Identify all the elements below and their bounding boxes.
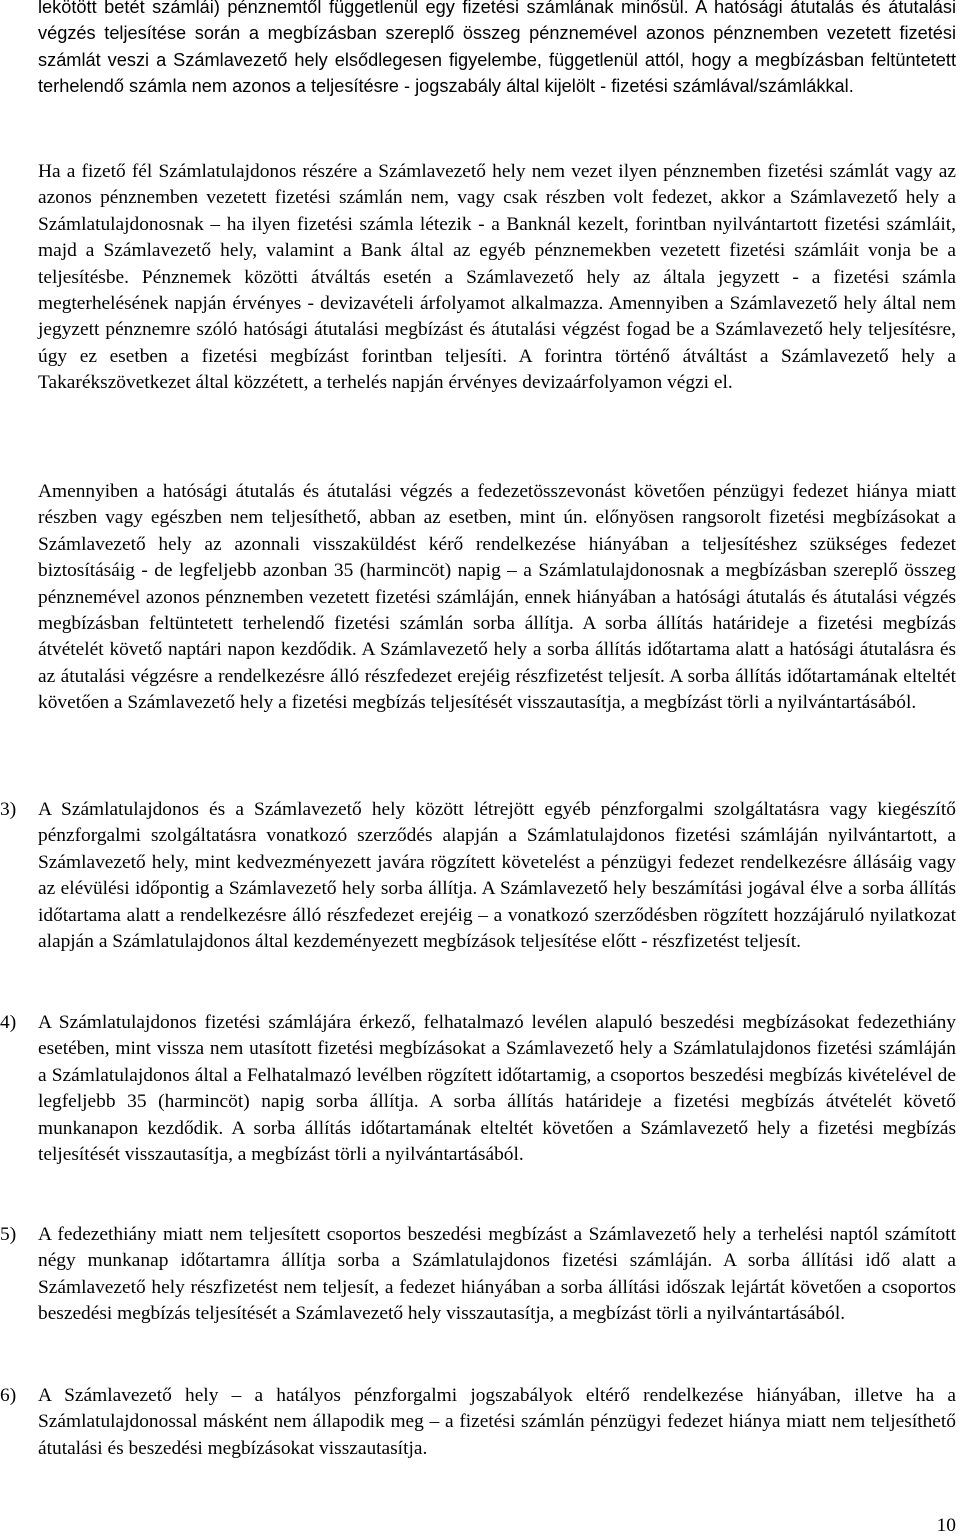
list-item-text: A Számlatulajdonos fizetési számlájára érkező, felhatalmazó levélen alapuló beszedési megbízásokat fedezethiány esetében, mint vissza nem utasított fizetési megbízásokat a Számlavezető hely a Számlatulajdonos fizetési számláján a Számlatulajdonos által a Felhatalmazó levélben rögzített időtartamig, a csoportos beszedési megbízás kivételével de legfeljebb 35 (harmincöt) napig sorba állítja. A sorba állítás határideje a fizetési megbízás átvételét követő munkanapon kezdődik. A sorba állítás időtartamának elteltét követően a Számlavezető hely a fizetési megbízás teljesítését visszautasítja, a megbízást törli a nyilvántartásából. (38, 1012, 956, 1166)
list-item-number: 5) (0, 1224, 17, 1245)
list-item-number: 6) (0, 1385, 17, 1406)
intro-paragraph: lekötött betét számlái) pénznemtől függetlenül egy fizetési számlának minősül. A hatósági átutalás és átutalási végzés teljesítése során a megbízásban szereplő összeg pénznemével azonos pénznemben vezetett fizetési számlát veszi a Számlavezető hely elsődlegesen figyelembe, függetlenül attól, hogy a megbízásban feltüntetett terhelendő számla nem azonos a teljesítésre - jogszabály által kijelölt - fizetési számlával/számlákkal. (38, 0, 956, 97)
list-item-text: A Számlatulajdonos és a Számlavezető hely között létrejött egyéb pénzforgalmi szolgáltatásra vagy kiegészítő pénzforgalmi szolgáltatásra vonatkozó szerződés alapján a Számlatulajdonos fizetési számláján nyilvántartott, a Számlavezető hely, mint kedvezményezett javára rögzített követelést a pénzügyi fedezet rendelkezésre állásáig vagy az elévülési időpontig a Számlavezető hely sorba állítja. A Számlavezető hely beszámítási jogával élve a sorba állítás időtartama alatt a rendelkezésre álló részfedezet erejéig – a vonatkozó szerződésben rögzített hozzájáruló nyilatkozat alapján a Számlatulajdonos által kezdeményezett megbízások teljesítése előtt - részfizetést teljesít. (38, 799, 956, 953)
page-number: 10 (936, 1514, 956, 1536)
paragraph-queueing: Amennyiben a hatósági átutalás és átutalási végzés a fedezetösszevonást követően pénzügyi fedezet hiánya miatt részben vagy egészben nem teljesíthető, abban az esetben, mint ún. előnyösen rangsorolt fizetési megbízásokat a Számlavezető hely az azonnali visszaküldést kérő rendelkezése hiányában a teljesítéshez szükséges fedezet biztosításáig - de legfeljebb azonban 35 (harmincöt) napig – a Számlatulajdonosnak a megbízásban szereplő összeg pénznemével azonos pénznemben vezetett fizetési számláján, ennek hiányában a hatósági átutalás és átutalási végzés megbízásban feltüntetett terhelendő fizetési számlán sorba állítja. A sorba állítás határideje a fizetési megbízás átvételét követő naptári napon kezdődik. A Számlavezető hely a sorba állítás időtartama alatt a hatósági átutalásra és az átutalási végzésre a rendelkezésre álló részfedezet erejéig részfizetést teljesít. A sorba állítás időtartamának elteltét követően a Számlavezető hely a fizetési megbízás teljesítését visszautasítja, a megbízást törli a nyilvántartásából. (38, 481, 956, 714)
list-item-text: A Számlavezető hely – a hatályos pénzforgalmi jogszabályok eltérő rendelkezése hiányában, illetve ha a Számlatulajdonossal másként nem állapodik meg – a fizetési számlán pénzügyi fedezet hiánya miatt nem teljesíthető átutalási és beszedési megbízásokat visszautasítja. (38, 1385, 956, 1459)
list-item-number: 3) (0, 799, 17, 820)
paragraph-currency-conversion: Ha a fizető fél Számlatulajdonos részére a Számlavezető hely nem vezet ilyen pénznemben fizetési számlát vagy az azonos pénznemben vezetett fizetési számlán nem, vagy csak részben volt fedezet, akkor a Számlavezető hely a Számlatulajdonosnak – ha ilyen fizetési számla létezik - a Banknál kezelt, forintban nyilvántartott fizetési számláit, majd a Számlavezető hely, valamint a Bank által az egyéb pénznemekben vezetett fizetési számláit vonja be a teljesítésbe. Pénznemek közötti átváltás esetén a Számlavezető hely az általa jegyzett - a fizetési számla megterhelésének napján érvényes - devizavételi árfolyamot alkalmazza. Amennyiben a Számlavezető hely által nem jegyzett pénznemre szóló hatósági átutalási megbízást és átutalási végzést fogad be a Számlavezető hely teljesítésre, úgy ez esetben a fizetési megbízást forintban teljesíti. A forintra történő átváltást a Számlavezető hely a Takarékszövetkezet által közzétett, a terhelés napján érvényes devizaárfolyamon végzi el. (38, 161, 956, 394)
list-item-text: A fedezethiány miatt nem teljesített csoportos beszedési megbízást a Számlavezető hely a terhelési naptól számított négy munkanap időtartamra állítja sorba a Számlatulajdonos fizetési számláján. A sorba állítási idő alatt a Számlavezető hely részfizetést nem teljesít, a fedezet hiányában a sorba állítási időszak lejártát követően a csoportos beszedési megbízás teljesítését a Számlavezető hely visszautasítja, a megbízást törli a nyilvántartásából. (38, 1224, 956, 1325)
list-item-number: 4) (0, 1012, 17, 1033)
